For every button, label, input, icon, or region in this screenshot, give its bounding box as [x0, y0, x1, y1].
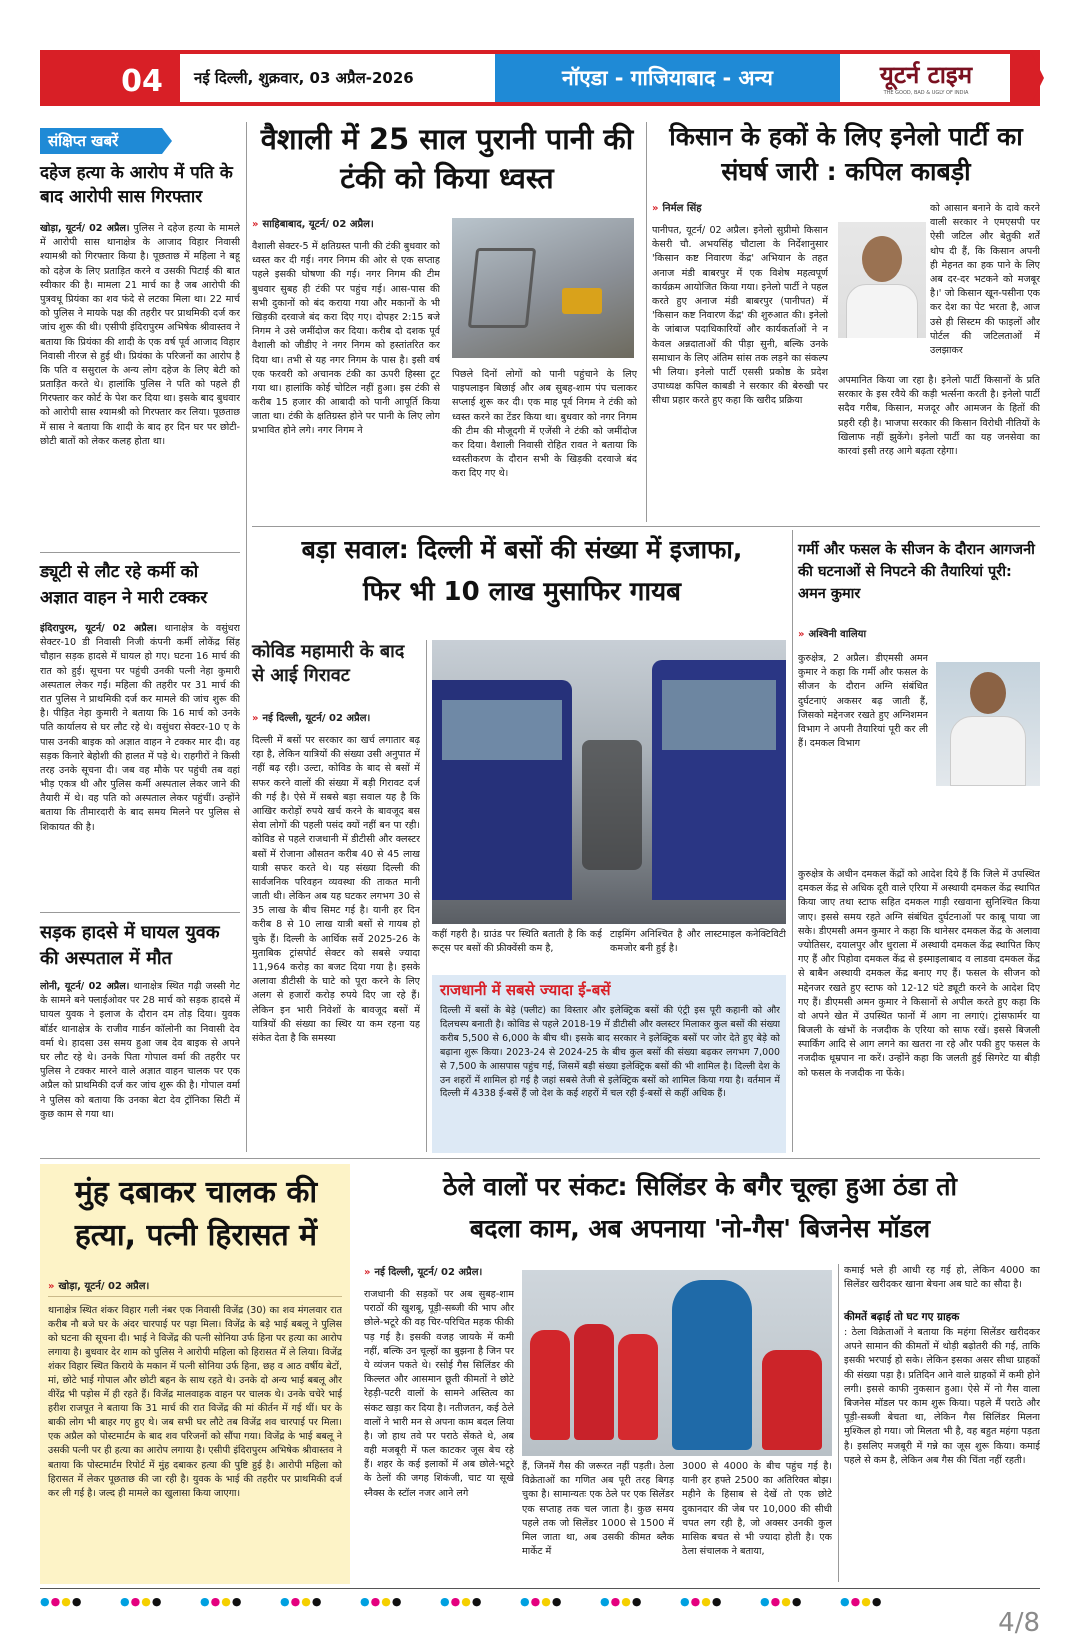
gas-headline-1: ठेले वालों पर संकट: सिलिंडर के बगैर चूल्हा हुआ ठंडा तो [443, 1172, 957, 1201]
brief-1-text: पुलिस ने दहेज हत्या के मामले में आरोपी सास थानाक्षेत्र के आजाद विहार निवासी श्यामश्री को गिरफ्तार किया है। पूछताछ में महिला ने बहू को दहेज के लिए प्रताड़ित करने व उसकी पिटाई की बात स्वीकार की है। मामला 21 मार्च का है जब आरोपी की पुत्रवधू प्रियंका का शव फंदे से लटका मिला था। 22 मार्च को पुलिस ने मायके पक्ष की तहरीर पर प्राथमिकी दर्ज कर जांच शुरू की थी। एसीपी इंदिरापुरम अभिषेक श्रीवास्तव ने बताया कि प्रियंका की शादी के एक वर्ष पूर्व आजाद विहार निवासी नीरज से हुई थी। प्रियंका के परिजनों का आरोप है कि पति व ससुराल के अन्य लोग दहेज के लिए बेटी को प्रताड़ित करते थे। हालांकि पुलिस ने पति को पहले ही गिरफ्तार कर कोर्ट के पेश कर दिया था। इसके बाद बुधवार को आरोपी सास श्यामश्री को गिरफ्तार कर लिया। पूछताछ में सास ने बताया कि शादी के बाद हर दिन घर पर छोटी-छोटी बातों को लेकर कलह होता था। [40, 223, 240, 447]
bus-col1: दिल्ली में बसों पर सरकार का खर्च लगातार बढ़ रहा है, लेकिन यात्रियों की संख्या उसी अनुपात में नहीं बढ़ रही। उल्टा, कोविड के बाद से बसों में सफर करने वालों की संख्या में बड़ी गिरावट दर्ज की गई है। ऐसे में सबसे बड़ा सवाल यह है कि आखिर करोड़ों रुपये खर्च करने के बावजूद बस सेवा लोगों की पहली पसंद क्यों नहीं बन पा रही। कोविड से पहले राजधानी में डीटीसी और क्लस्टर बसों में रोजाना औसतन करीब 40 से 45 लाख यात्री सफर करते थे। यह संख्या दिल्ली की सार्वजनिक परिवहन व्यवस्था की ताकत मानी जाती थी। लेकिन अब यह घटकर लगभग 30 से 35 लाख के बीच सिमट गई है। यानी हर दिन करीब 8 से 10 लाख यात्री बसों से गायब हो चुके हैं। दिल्ली के आर्थिक सर्वे 2025-26 के मुताबिक ट्रांसपोर्ट सेक्टर को सबसे ज्यादा 11,964 करोड़ का बजट दिया गया है। इसके अलावा डीटीसी के घाटे को पूरा करने के लिए अलग से हजारों करोड़ रुपये दिए जा रहे हैं। लेकिन इन भारी निवेशों के बावजूद बसों में यात्रियों की संख्या का स्थिर या कम रहना यह संकेत देता है कि समस्या [252, 735, 420, 1044]
gas-col2: हैं, जिनमें गैस की जरूरत नहीं पड़ती। ठेला विक्रेताओं का गणित अब पूरी तरह बिगड़ चुका है। सामान्यतः एक ठेले पर एक सिलेंडर एक सप्ताह तक चल जाता है। कुछ समय पहले तक जो सिलेंडर 1000 से 1500 में मिल जाता था, अब उसकी कीमत ब्लैक मार्केट में [522, 1461, 674, 1558]
inld-col1: पानीपत, यूटर्न/ 02 अप्रैल। इनेलो सुप्रीमो किसान केसरी चौ. अभयसिंह चौटाला के निर्देशानुसार 'किसान कष्ट निवारण केंद्र' अभियान के तहत अनाज मंडी बाबरपुर में एक विशेष महत्वपूर्ण कार्यक्रम आयोजित किया गया। इनेलो पार्टी ने पहल करते हुए अनाज मंडी बाबरपुर (पानीपत) में 'किसान कष्ट निवारण केंद्र' की शुरुआत की। इनेलो के जांबाज पदाधिकारियों और कार्यकर्ताओं ने न केवल अन्नदाताओं की पीड़ा सुनी, बल्कि उनके समाधान के लिए अंतिम सांस तक लड़ने का संकल्प भी लिया। इनेलो पार्टी एससी प्रकोष्ठ के प्रदेश उपाध्यक्ष कपिल काबडी ने सरकार की बेरुखी पर सीधा प्रहार करते हुए कहा कि खरीद प्रक्रिया [652, 225, 828, 407]
newspaper-logo: यूटर्न टाइम [879, 61, 973, 89]
gas-col4b: : ठेला विक्रेताओं ने बताया कि महंगा सिलेंडर खरीदकर अपने सामान की कीमतों में थोड़ी बढ़ोतरी की गई, ताकि इसकी भरपाई हो सके। लेकिन इसका असर सीधा ग्राहकों की संख्या पड़ा है। प्रतिदिन आने वाले ग्राहकों में कमी होने लगी। इससे काफी नुकसान हुआ। ऐसे में नो गैस वाला बिजनेस मॉडल पर काम शुरू किया। पहले मैं पराठे और पूड़ी-सब्जी बेचता था, लेकिन गैस सिलिंडर मिलना मुश्किल हो गया। जो मिलता भी है, वह बहुत महंगा पड़ता है। इसलिए मजबूरी में गन्ने का जूस शुरू किया। कमाई पहले से कम है, लेकिन अब गैस की चिंता नहीं रहती। [844, 1327, 1040, 1466]
shirt-shape [846, 284, 918, 338]
inld-headline: किसान के हकों के लिए इनेलो पार्टी का संघर्ष जारी : कपिल काबड़ी [669, 122, 1023, 186]
registration-dots: ●●●● [280, 1595, 323, 1608]
brief-1-dateline: खोड़ा, यूटर्न/ 02 अप्रैल। [40, 223, 130, 234]
brief-3-text: थानाक्षेत्र स्थित गढ़ी जस्सी गेट के सामने बने फ्लाईओवर पर 28 मार्च को सड़क हादसे में घायल युवक ने इलाज के दौरान दम तोड़ दिया। युवक बॉर्डर थानाक्षेत्र के राजीव गार्डन कॉलोनी का निवासी देव वर्मा थे। हादसा उस समय हुआ जब देव बाइक से अपने घर लौट रहे थे। उनके पिता गोपाल वर्मा की तहरीर पर पुलिस ने टक्कर मारने वाले अज्ञात वाहन चालक पर एक अप्रैल को प्राथमिकी दर्ज कर जांच शुरू की है। गोपाल वर्मा ने पुलिस को बताया कि उनका बेटा देव ट्रॉनिका सिटी में कुछ काम से गया था। [40, 981, 240, 1120]
aman-kumar-photo [936, 662, 1040, 786]
gas-col1: राजधानी की सड़कों पर अब सुबह-शाम पराठों की खुशबू, पूड़ी-सब्जी की भाप और छोले-भटूरे की वह चिर-परिचित महक फीकी पड़ गई है। इसकी वजह जायके में कमी नहीं, बल्कि उन चूल्हों का बुझना है जिन पर ये व्यंजन पकते थे। रसोई गैस सिलिंडर की किल्लत और आसमान छूती कीमतों ने छोटे रेहड़ी-पटरी वालों के सामने अस्तित्व का संकट खड़ा कर दिया है। नतीजतन, कई ठेले वालों ने भारी मन से अपना काम बदल लिया है। जो हाथ तवे पर पराठे सेंकते थे, अब वही मजबूरी में फल काटकर जूस बेच रहे हैं। शहर के कई इलाकों में अब छोले-भटूरे के ठेलों की जगह शिकंजी, चाट या सूखे स्नैक्स के स्टॉल नजर आने लगे [364, 1289, 514, 1499]
murder-headline: मुंह दबाकर चालक की हत्या, पत्नी हिरासत में [74, 1175, 318, 1253]
cylinder-shape [618, 1334, 658, 1440]
worker-shape [672, 1280, 752, 1450]
inld-dateline: » निर्मल सिंह [652, 203, 702, 214]
brief-3-dateline: लोनी, यूटर्न/ 02 अप्रैल। [40, 981, 130, 992]
masthead-arrow [1030, 50, 1044, 106]
gas-col4a: कमाई भले ही आधी रह गई हो, लेकिन 4000 का सिलेंडर खरीदकर खाना बेचना अब घाटे का सौदा है। [844, 1265, 1040, 1291]
passengers-shape [582, 740, 642, 870]
registration-dots: ●●●● [200, 1595, 243, 1608]
registration-dots: ●●●● [840, 1595, 883, 1608]
column-rule [426, 640, 427, 1152]
gas-subhead: कीमतें बढ़ाई तो घट गए ग्राहक [844, 1311, 960, 1323]
ebus-box-title: राजधानी में सबसे ज्यादा ई-बसें [440, 981, 611, 999]
tank-structure-shape [468, 248, 536, 328]
divider [40, 912, 240, 913]
tank-dateline: » साहिबाबाद, यूटर्न/ 02 अप्रैल। [252, 219, 374, 230]
cylinder-shape [762, 1350, 822, 1450]
registration-dots: ●●●● [680, 1595, 723, 1608]
brief-label: संक्षिप्त खबरें [40, 128, 162, 154]
brief-2-headline: ड्यूटी से लौट रहे कर्मी को अज्ञात वाहन ने मारी टक्कर [40, 562, 208, 608]
registration-dots: ●●●● [600, 1595, 643, 1608]
gas-headline-2: बदला काम, अब अपनाया 'नो-गैस' बिजनेस मॉडल [469, 1214, 931, 1243]
bus-dateline: » नई दिल्ली, यूटर्न/ 02 अप्रैल। [252, 713, 371, 724]
bus-depot-photo [432, 640, 786, 924]
divider [252, 526, 1040, 527]
tank-col1: वैशाली सेक्टर-5 में क्षतिग्रस्त पानी की टंकी बुधवार को ध्वस्त कर दी गई। नगर निगम की ओर से एक सप्ताह पहले इसकी घोषणा की गई। नगर निगम की टीम बुधवार सुबह ही टंकी पर पहुंच गई। आस-पास की सभी दुकानों को बंद कराया गया और मकानों के भी खिड़की दरवाजे बंद करा दिए गए। दोपहर 2:15 बजे निगम ने उसे जमींदोज कर दिया। करीब दो दशक पूर्व वैशाली को जीडीए ने नगर निगम को हस्तांतरित कर दिया था। तभी से यह नगर निगम के पास है। इसी वर्ष एक फरवरी को अचानक टंकी का ऊपरी हिस्सा टूट गया था। हालांकि कोई चोटिल नहीं हुआ। इस टंकी से करीब 15 हजार की आबादी को पानी आपूर्ति किया जाता था। टंकी के क्षतिग्रस्त होने पर पानी के लिए लोग प्रभावित होने लगे। नगर निगम ने [252, 241, 440, 437]
bus-headline-2: फिर भी 10 लाख मुसाफिर गायब [362, 577, 682, 607]
gas-col3: 3000 से 4000 के बीच पहुंच गई है। यानी हर हफ्ते 2500 का अतिरिक्त बोझ। महीने के हिसाब से देखें तो एक छोटे दुकानदार की जेब पर 10,000 की सीधी चपत लग रही है, जो अक्सर उनकी कुल मासिक बचत से भी ज्यादा होती है। एक ठेला संचालक ने बताया, [682, 1461, 832, 1558]
issue-date: नई दिल्ली, शुक्रवार, 03 अप्रैल-2026 [194, 69, 414, 87]
cylinder-shape [530, 1330, 570, 1440]
fire-col-full: कुरुक्षेत्र के अधीन दमकल केंद्रों को आदेश दिये हैं कि जिले में उपस्थित दमकल केंद्र से अधिक दूरी वाले एरिया में अस्थायी दमकल केंद्र स्थापित किया जाए तथा स्टाफ सहित दमकल गाड़ी रखवाना सुनिश्चित किया जाए। इससे समय रहते अग्नि संबंधित दुर्घटनाओं पर काबू पाया जा सके। डीएमसी अमन कुमार ने कहा कि थानेसर दमकल केंद्र के अलावा ज्योतिसर, दयालपुर और धुराला में अस्थायी दमकल केंद्र स्थापित किए गए हैं और पिहोवा दमकल केंद्र से इस्माइलाबाद व लाडवा दमकल केंद्र से बाबैन अस्थायी दमकल केंद्र बनाए गए हैं। फसल के सीजन को मद्देनजर रखते हुए स्टाफ को 12-12 घंटे ड्यूटी करने के आदेश दिए गए हैं। डीएमसी अमन कुमार ने किसानों से अपील करते हुए कहा कि वो अपने खेत में उपस्थित फानों में आग ना लगाएं। ट्रांसफार्मर या बिजली के खंभों के नजदीक के एरिया को साफ रखें। इससे बिजली स्पार्किंग आदि से आग लगने का खतरा ना रहे और पकी हुए फसल के नजदीक धूम्रपान ना करें। उन्होंने कहा कि जलती हुई सिगरेट या बीड़ी को फसल के नजदीक ना फेंके। [798, 869, 1040, 1079]
ebus-box-text: दिल्ली में बसों के बेड़े (फ्लीट) का विस्तार और इलेक्ट्रिक बसों की एंट्री इस पूरी कहानी को और दिलचस्प बनाती है। कोविड से पहले 2018-19 में डीटीसी और क्लस्टर मिलाकर कुल बसों की संख्या करीब 5,500 से 6,000 के बीच थी। इसके बाद सरकार ने इलेक्ट्रिक बसों पर जोर देते हुए बेड़े को बढ़ाना शुरू किया। 2023-24 से 2024-25 के बीच कुल बसों की संख्या बढ़कर लगभग 7,000 से 7,500 के आसपास पहुंच गई, जिसमें बड़ी संख्या इलेक्ट्रिक बसों की भी शामिल है। दिल्ली देश के उन शहरों में शामिल हो गई है जहां सबसे तेजी से इलेक्ट्रिक बसों को शामिल किया गया है। वर्तमान में दिल्ली में 4338 ई-बसें हैं जो देश के कई शहरों में चल रही ई-बसों से कहीं अधिक हैं। [440, 1005, 780, 1100]
bus-col3: टाइमिंग अनिश्चित है और लास्टमाइल कनेक्टिविटी कमजोर बनी हुई है। [610, 929, 786, 955]
registration-dots: ●●●● [360, 1595, 403, 1608]
page-number: 04 [108, 62, 176, 102]
divider [40, 552, 240, 553]
face-shape [970, 672, 1006, 714]
registration-dots: ●●●● [40, 1595, 83, 1608]
brief-2-body [40, 622, 240, 907]
murder-text: थानाक्षेत्र स्थित शंकर विहार गली नंबर एक निवासी विजेंद्र (30) का शव मंगलवार रात करीब नौ बजे घर के अंदर चारपाई पर पड़ा मिला। विजेंद्र के बड़े भाई बबलू ने पुलिस को घटना की सूचना दी। भाई ने विजेंद्र की पत्नी सोनिया उर्फ हिना पर हत्या का आरोप लगाया है। बुधवार देर शाम को पुलिस ने आरोपी महिला को हिरासत में ले लिया। विजेंद्र शंकर विहार स्थित किराये के मकान में पत्नी सोनिया उर्फ हिना, छह व आठ वर्षीय बेटों, मां, छोटे भाई गोपाल और छोटी बहन के साथ रहते थे। उनके दो अन्य भाई बबलू और वीरेंद्र भी पड़ोस में ही रहते हैं। विजेंद्र मालवाहक वाहन पर चालक थे। उनके चचेरे भाई हरीश राजपूत ने बताया कि 31 मार्च की रात विजेंद्र की मां कीर्तन में गई थीं। घर के बाकी लोग भी बाहर गए हुए थे। जब सभी घर लौटे तब विजेंद्र शव चारपाई पर मिला। एक अप्रैल को पोस्टमार्टम के बाद शव परिजनों को सौंपा गया। विजेंद्र के भाई बबलू ने उसकी पत्नी पर ही हत्या का आरोप लगाया है। एसीपी इंदिरापुरम अभिषेक श्रीवास्तव ने बताया कि पोस्टमार्टम रिपोर्ट में मुंह दबाकर हत्या की पुष्टि हुई है। आरोपी महिला को हिरासत में लेकर पूछताछ की जा रही है। युवक के भाई की तहरीर पर प्राथमिकी दर्ज कर ली गई है। जल्द ही मामले का खुलासा किया जाएगा। [48, 1305, 342, 1499]
face-shape [862, 236, 902, 282]
bus-col2: कहीं गहरी है। ग्राउंड पर स्थिति बताती है कि कई रूट्स पर बसों की फ्रीक्वेंसी कम है, [432, 929, 602, 955]
tank-col2: पिछले दिनों लोगों को पानी पहुंचाने के लिए पाइपलाइन बिछाई और अब सुबह-शाम पंप चलाकर सप्लाई शुरू कर दी। एक माह पूर्व निगम ने टंकी को ध्वस्त करने का टेंडर किया था। बुधवार को नगर निगम की टीम की मौजूदगी में एजेंसी ने टंकी को जमींदोज कर दिया। वैशाली निवासी रोहित रावत ने बताया कि ध्वस्तीकरण के दौरान सभी के खिड़की दरवाजे बंद करा दिए गए थे। [452, 369, 637, 480]
brief-label-arrow [162, 128, 172, 154]
bus-headline-1: बड़ा सवाल: दिल्ली में बसों की संख्या में इजाफा, [301, 535, 743, 564]
cylinder-shape [574, 1324, 614, 1440]
fire-col-short: कुरुक्षेत्र, 2 अप्रैल। डीएमसी अमन कुमार ने कहा कि गर्मी और फसल के सीजन के दौरान अग्नि संबंधित दुर्घटनाएं अकसर बढ़ जाती हैं, जिसको मद्देनजर रखते हुए अग्निशमन विभाग ने अपनी तैयारियां पूरी कर ली हैं। दमकल विभाग [798, 653, 928, 750]
fire-dateline: » अश्विनी वालिया [798, 629, 867, 640]
brief-3-body [40, 980, 240, 1150]
page-indicator: 4/8 [998, 1608, 1040, 1638]
divider [48, 1296, 342, 1297]
inld-col2b: अपमानित किया जा रहा है। इनेलो पार्टी किसानों के प्रति सरकार के इस रवैये की कड़ी भर्त्सना करती है। इनेलो पार्टी सदैव गरीब, किसान, मजदूर और आमजन के हितों की प्रहरी रही है। भाजपा सरकार की किसान विरोधी नीतियों के खिलाफ नहीं झुकेंगे। इनेलो पार्टी का यह जनसेवा का कारवां इसी तरह आगे बढ़ता रहेगा। [838, 375, 1040, 457]
brief-3-headline: सड़क हादसे में घायल युवक की अस्पताल में मौत [40, 922, 220, 970]
brief-2-text: थानाक्षेत्र के वसुंधरा सेक्टर-10 डी निवासी निजी कंपनी कर्मी लोकेंद्र सिंह चौहान सड़क हादसे में घायल हो गए। घटना 16 मार्च की रात को हुई। सूचना पर पहुंची उनकी पत्नी नेहा कुमारी अस्पताल लेकर गईं। महिला की तहरीर पर 31 मार्च की रात पुलिस ने प्राथमिकी दर्ज कर मामले की जांच शुरू की है। पीड़ित नेहा कुमारी ने बताया कि 16 मार्च को उनके पति कार्यालय से घर लौट रहे थे। वसुंधरा सेक्टर-10 ए के पास उनकी बाइक को अज्ञात वाहन ने टक्कर मार दी। वह सड़क किनारे बेहोशी की हालत में पड़े थे। राहगीरों ने किसी तरह उनके सूचना दी। जब वह मौके पर पहुंची तब वहां भीड़ एकत्र थी और पुलिस कर्मी अस्पताल लेकर जाने की तैयारी में थे। वह पति को अस्पताल लेकर पहुंचीं। उन्होंने बताया कि तीमारदारी के बाद समय मिलने पर पुलिस से शिकायत की है। [40, 623, 240, 833]
gas-dateline: » नई दिल्ली, यूटर्न/ 02 अप्रैल। [364, 1267, 483, 1278]
column-rule [792, 530, 793, 1152]
murder-dateline: » खोड़ा, यूटर्न/ 02 अप्रैल। [48, 1281, 150, 1292]
registration-dots: ●●●● [440, 1595, 483, 1608]
brief-2-dateline: इंदिरापुरम, यूटर्न/ 02 अप्रैल। [40, 623, 157, 634]
registration-dots: ●●●● [760, 1595, 803, 1608]
registration-dots: ●●●● [120, 1595, 163, 1608]
inld-col2a: को आसान बनाने के दावे करने वाली सरकार ने एमएसपी पर ऐसी जटिल और बेतुकी शर्तें थोप दी हैं, कि किसान अपनी ही मेहनत का हक पाने के लिए अब दर-दर भटकने को मजबूर है।' जो किसान खून-पसीना एक कर देश का पेट भरता है, आज उसे ही सिस्टम की फाइलों और पोर्टल की जटिलताओं में उलझाकर [930, 203, 1040, 356]
kapil-kabadi-photo [838, 222, 926, 338]
brief-1-body [40, 222, 240, 547]
lpg-cylinders-photo [522, 1270, 832, 1456]
column-rule [838, 1264, 839, 1582]
registration-dots: ●●●● [520, 1595, 563, 1608]
brief-1-headline: दहेज हत्या के आरोप में पति के बाद आरोपी सास गिरफ्तार [40, 163, 233, 207]
column-rule [246, 122, 247, 1152]
excavator-shape [562, 288, 602, 314]
bus-window-shape [442, 700, 562, 760]
divider [40, 1158, 1040, 1159]
shirt-shape [950, 716, 1026, 786]
fire-headline: गर्मी और फसल के सीजन के दौरान आगजनी की घटनाओं से निपटने की तैयारियां पूरी: अमन कुमार [798, 542, 1035, 602]
tank-headline: वैशाली में 25 साल पुरानी पानी की टंकी को किया ध्वस्त [260, 122, 634, 196]
column-rule [646, 122, 647, 522]
logo-tagline: THE GOOD, BAD & UGLY OF INDIA [883, 90, 969, 96]
bus-subhead: कोविड महामारी के बाद से आई गिरावट [252, 641, 405, 687]
bus-window-shape [662, 680, 776, 750]
footer-rule [40, 1588, 1040, 1589]
section-title: नॉएडा - गाजियाबाद - अन्य [562, 66, 773, 90]
tank-demolition-photo [452, 218, 634, 358]
